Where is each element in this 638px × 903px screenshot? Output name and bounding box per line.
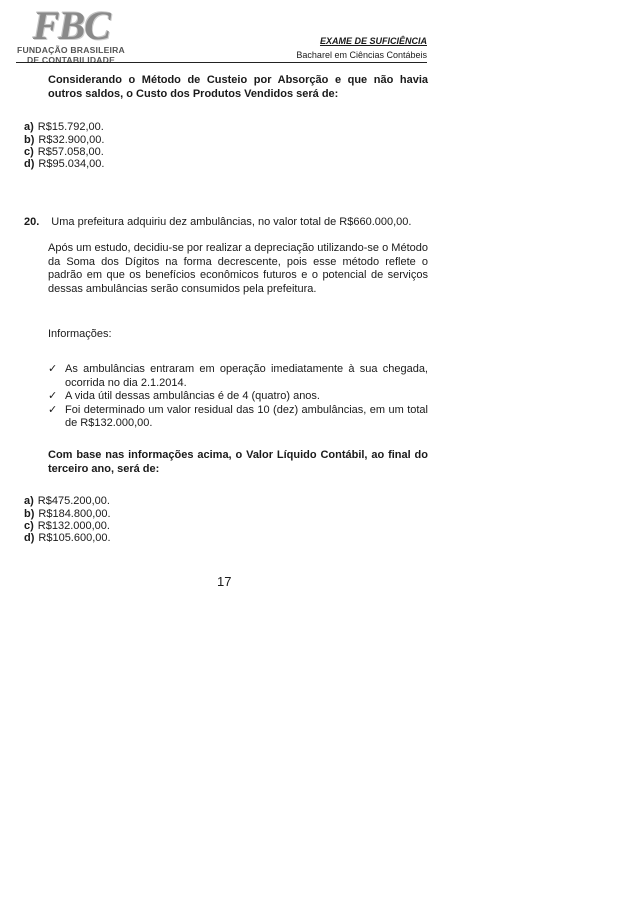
option-text: R$57.058,00.: [37, 146, 104, 158]
option-letter: c): [24, 520, 34, 532]
option-letter: a): [24, 495, 34, 507]
logo-line-1: FUNDAÇÃO BRASILEIRA: [17, 45, 125, 55]
logo-letters: FBC: [33, 3, 111, 48]
q19-option-a: [24, 121, 104, 135]
option-letter: b): [24, 508, 35, 520]
option-text: R$105.600,00.: [38, 532, 111, 544]
q19-option-d: [24, 158, 104, 172]
logo-line-2: DE CONTABILIDADE: [26, 55, 116, 65]
q19-prompt: Considerando o Método de Custeio por Absorção e que não havia outros saldos, o Custo dos Produtos Vendidos será de:: [48, 74, 428, 100]
q20-intro-text: Uma prefeitura adquiriu dez ambulâncias, no valor total de R$660.000,00.: [51, 216, 412, 228]
list-item: [48, 363, 428, 390]
list-item-text: A vida útil dessas ambulâncias é de 4 (quatro) anos.: [65, 390, 320, 402]
q20-info-label: Informações:: [48, 328, 112, 340]
option-text: R$15.792,00.: [37, 121, 104, 133]
option-letter: b): [24, 134, 35, 146]
q20-option-d: [24, 532, 111, 546]
q20-prompt: Com base nas informações acima, o Valor Líquido Contábil, ao final do terceiro ano, será de:: [48, 449, 428, 475]
option-letter: c): [24, 146, 34, 158]
fbc-logo: [15, 3, 127, 65]
q20-info-list: [48, 363, 428, 431]
list-item-text: Foi determinado um valor residual das 10 (dez) ambulâncias, em um total de R$132.000,00.: [65, 403, 428, 429]
q20-option-a: [24, 495, 110, 509]
exam-subtitle: Bacharel em Ciências Contábeis: [296, 50, 427, 60]
exam-title: EXAME DE SUFICIÊNCIA: [319, 36, 427, 46]
option-letter: d): [24, 532, 35, 544]
q20-paragraph: Após um estudo, decidiu-se por realizar a depreciação utilizando-se o Método da Soma dos Dígitos na forma decrescente, pois esse método reflete o padrão em que os benefícios econômicos futuros e o potencial de serviços dessas ambulâncias serão consumidos pela prefeitura.: [48, 242, 428, 295]
checkmark-icon: ✓: [48, 363, 58, 375]
option-text: R$184.800,00.: [38, 508, 111, 520]
option-text: R$95.034,00.: [38, 158, 105, 170]
option-text: R$32.900,00.: [38, 134, 105, 146]
header-divider: [16, 62, 427, 63]
list-item-text: As ambulâncias entraram em operação imediatamente à sua chegada, ocorrida no dia 2.1.2014.: [65, 363, 428, 389]
checkmark-icon: ✓: [48, 403, 58, 416]
question-number: 20.: [24, 216, 40, 228]
checkmark-icon: ✓: [48, 390, 58, 402]
list-item: [48, 390, 428, 404]
option-text: R$132.000,00.: [37, 520, 110, 532]
option-letter: a): [24, 121, 34, 133]
q20-intro: [24, 216, 434, 230]
option-text: R$475.200,00.: [37, 495, 110, 507]
list-item: [48, 404, 428, 431]
option-letter: d): [24, 158, 35, 170]
page-number: 17: [217, 574, 232, 589]
